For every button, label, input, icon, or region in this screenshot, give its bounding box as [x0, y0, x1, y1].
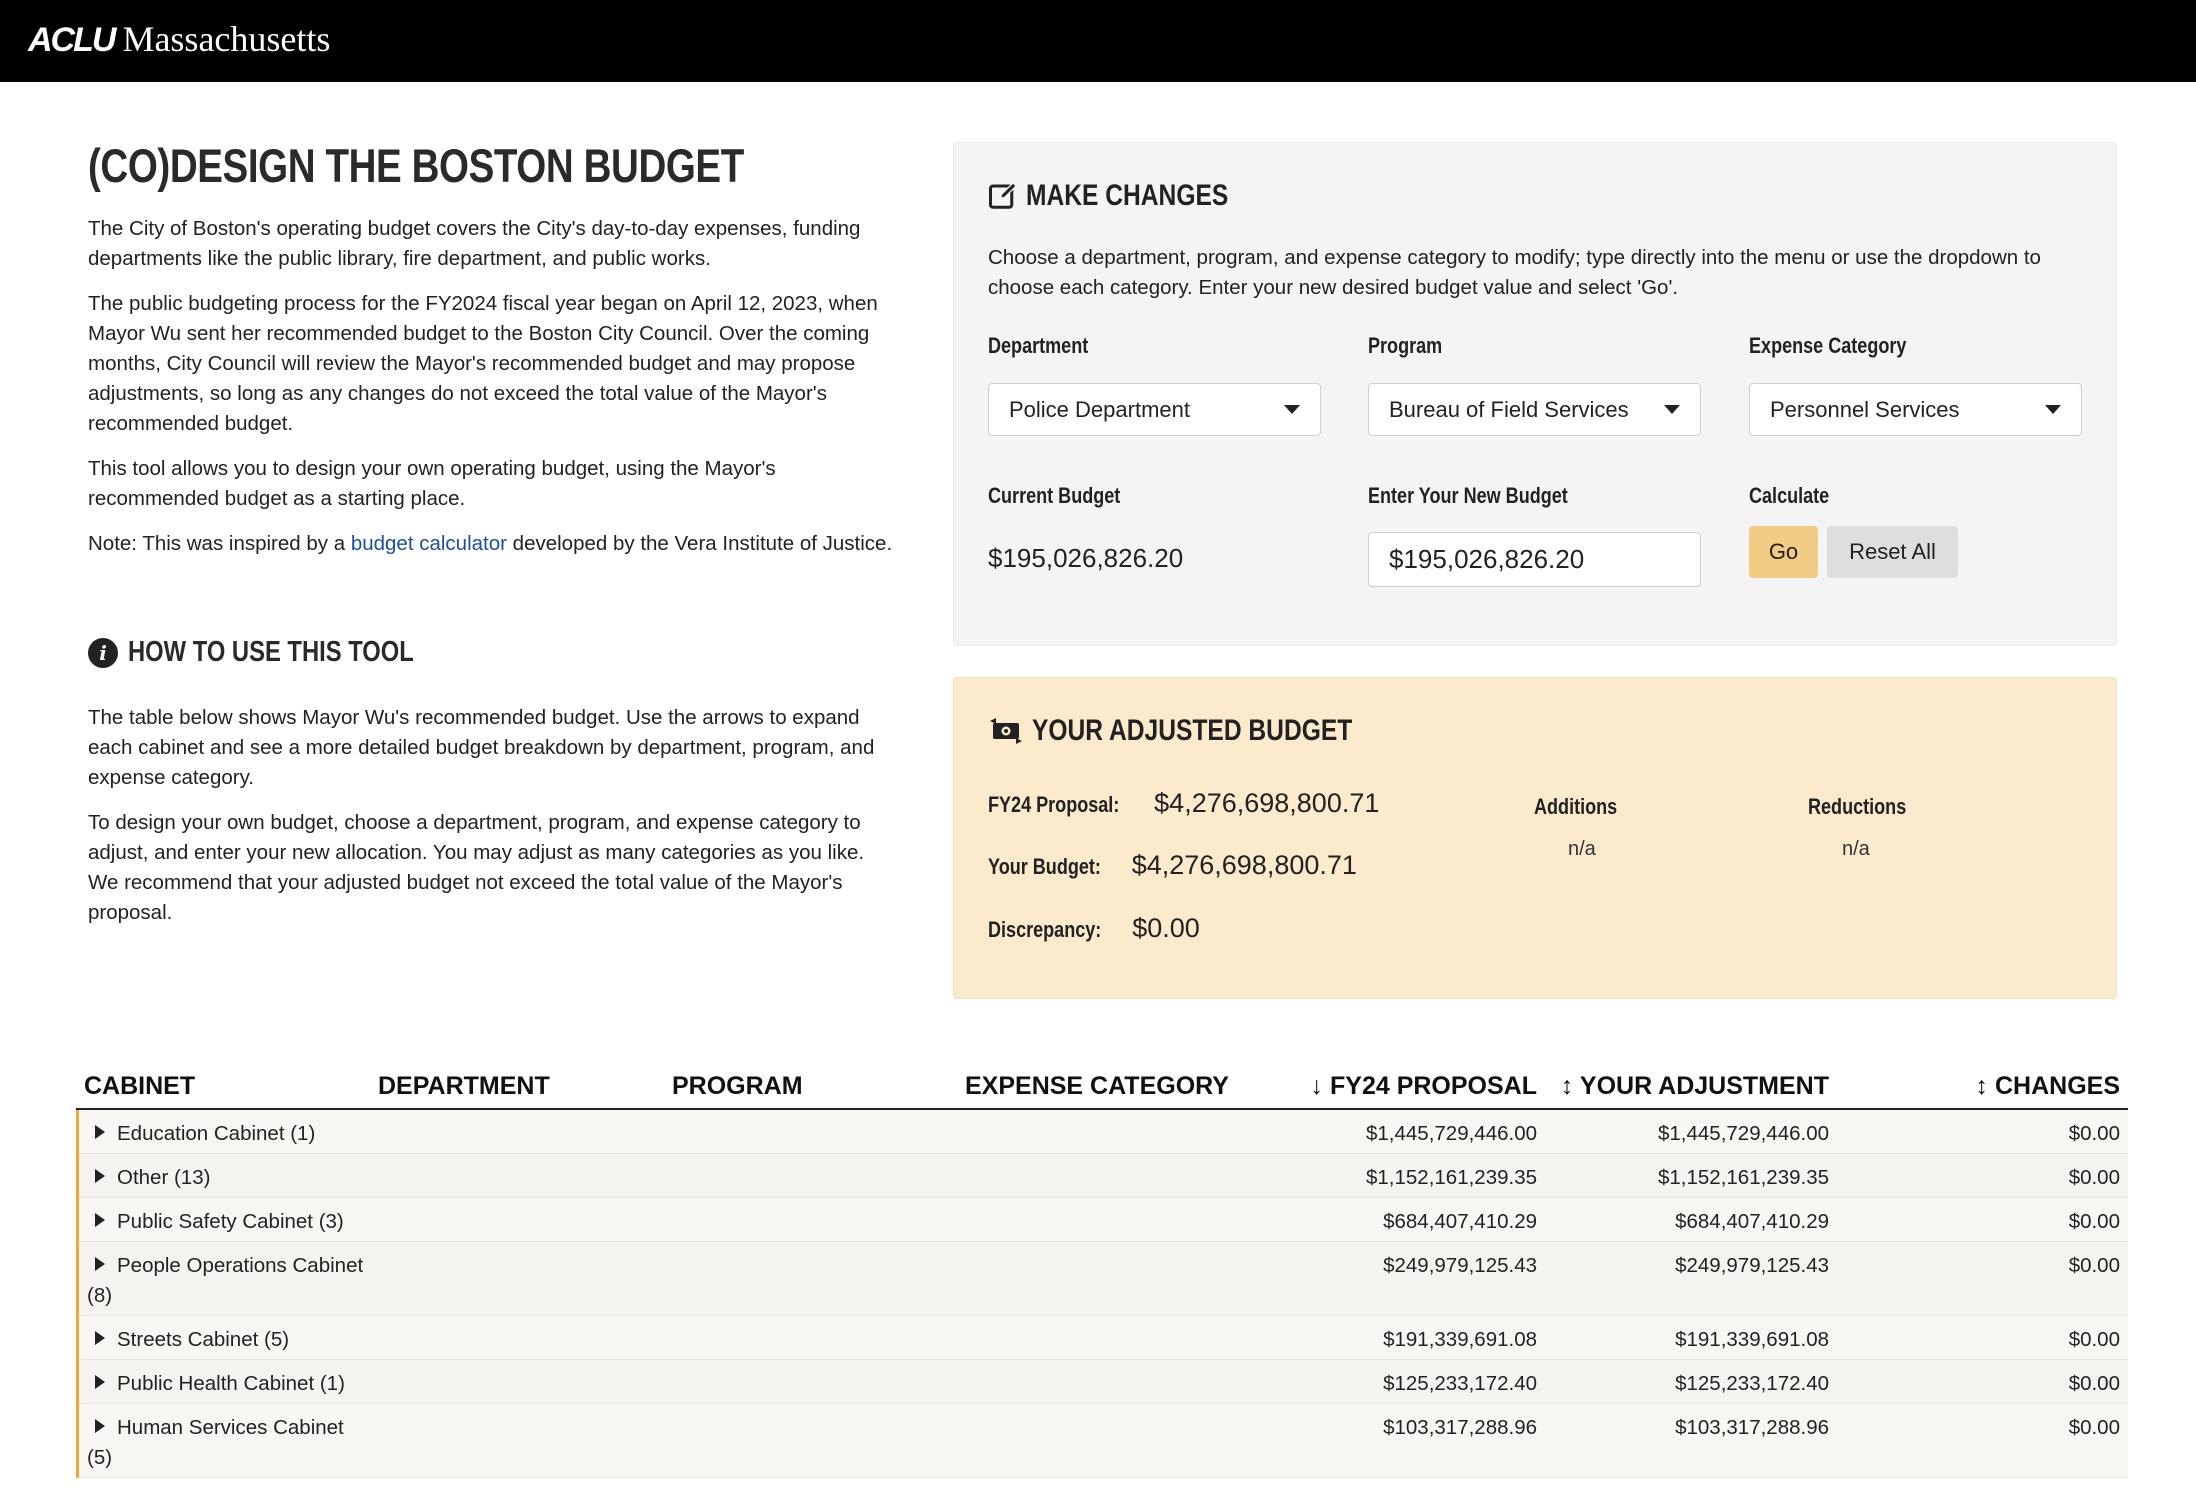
col-cabinet[interactable]: CABINET — [84, 1072, 196, 1100]
adjustment-cell: $191,339,691.08 — [1675, 1328, 1829, 1351]
cabinet-cell[interactable] — [87, 1119, 387, 1149]
expense-category-select[interactable] — [1749, 383, 2082, 436]
fy24-proposal-value: $4,276,698,800.71 — [1154, 788, 1380, 818]
current-budget-label: Current Budget — [988, 483, 1121, 508]
expand-arrow-icon[interactable] — [95, 1125, 105, 1139]
brand-state: Massachusetts — [122, 19, 331, 59]
proposal-cell: $249,979,125.43 — [1383, 1254, 1537, 1277]
expand-arrow-icon[interactable] — [95, 1169, 105, 1183]
expand-arrow-icon[interactable] — [95, 1375, 105, 1389]
adjustment-cell: $1,445,729,446.00 — [1658, 1122, 1829, 1145]
new-budget-input[interactable] — [1368, 532, 1701, 587]
table-row[interactable] — [79, 1198, 2128, 1242]
expense-category-label: Expense Category — [1749, 333, 1907, 358]
go-button[interactable]: Go — [1749, 526, 1818, 578]
info-icon: i — [88, 638, 118, 668]
change-cell: $0.00 — [2068, 1254, 2120, 1277]
discrepancy-row — [988, 913, 1200, 944]
proposal-cell: $1,445,729,446.00 — [1366, 1122, 1537, 1145]
table-row[interactable] — [79, 1316, 2128, 1360]
cabinet-cell[interactable] — [87, 1251, 367, 1311]
change-cell: $0.00 — [2068, 1328, 2120, 1351]
adjustment-cell: $125,233,172.40 — [1675, 1372, 1829, 1395]
proposal-cell: $191,339,691.08 — [1383, 1328, 1537, 1351]
page-title: (CO)DESIGN THE BOSTON BUDGET — [88, 139, 744, 192]
your-budget-label: Your Budget: — [988, 854, 1101, 879]
program-select[interactable] — [1368, 383, 1701, 436]
cabinet-name: People Operations Cabinet (8) — [87, 1254, 364, 1307]
additions-label: Additions — [1534, 794, 1618, 819]
adjustment-cell: $249,979,125.43 — [1675, 1254, 1829, 1277]
adjustment-cell: $684,407,410.29 — [1675, 1210, 1829, 1233]
reset-all-button[interactable]: Reset All — [1827, 526, 1958, 578]
adjusted-budget-title: YOUR ADJUSTED BUDGET — [1032, 714, 1353, 747]
program-label: Program — [1368, 333, 1443, 358]
new-budget-label: Enter Your New Budget — [1368, 483, 1568, 508]
howto-paragraph: The table below shows Mayor Wu's recommended budget. Use the arrows to expand each cabinet and see a more detailed budget breakdown by department, program, and expense category. — [88, 706, 875, 789]
note-prefix: Note: This was inspired by a — [88, 532, 351, 555]
col-your-adjustment[interactable]: ↕ YOUR ADJUSTMENT — [1560, 1072, 1829, 1100]
change-cell: $0.00 — [2068, 1372, 2120, 1395]
cabinet-cell[interactable] — [87, 1325, 387, 1355]
budget-calculator-link[interactable]: budget calculator — [350, 532, 507, 555]
howto-title: HOW TO USE THIS TOOL — [128, 636, 414, 668]
money-exchange-icon — [988, 717, 1024, 745]
change-cell: $0.00 — [2068, 1122, 2120, 1145]
col-fy24-proposal[interactable]: ↓ FY24 PROPOSAL — [1310, 1072, 1537, 1100]
table-row[interactable] — [79, 1154, 2128, 1198]
col-department[interactable]: DEPARTMENT — [378, 1072, 550, 1100]
department-selected-value: Police Department — [1009, 396, 1190, 422]
col-program[interactable]: PROGRAM — [672, 1072, 803, 1100]
chevron-down-icon — [1664, 405, 1680, 414]
expand-arrow-icon[interactable] — [95, 1257, 105, 1271]
department-select[interactable] — [988, 383, 1321, 436]
proposal-cell: $103,317,288.96 — [1383, 1416, 1537, 1439]
proposal-cell: $1,152,161,239.35 — [1366, 1166, 1537, 1189]
howto-paragraph: To design your own budget, choose a department, program, and expense category to adjust, and enter your new allocation. You may adjust as many categories as you like. We recommend that your adjusted budget not exceed the total value of the Mayor's proposal. — [88, 811, 865, 924]
expand-arrow-icon[interactable] — [95, 1331, 105, 1345]
department-label: Department — [988, 333, 1089, 358]
your-budget-row — [988, 850, 1357, 881]
change-cell: $0.00 — [2068, 1166, 2120, 1189]
col-changes[interactable]: ↕ CHANGES — [1975, 1072, 2120, 1100]
reductions-value: n/a — [1842, 838, 1870, 860]
adjusted-budget-panel — [953, 677, 2117, 999]
table-body — [76, 1110, 2128, 1478]
expense-category-selected-value: Personnel Services — [1770, 396, 1960, 422]
make-changes-heading — [988, 179, 1273, 213]
fy24-proposal-row — [988, 788, 1379, 819]
change-cell: $0.00 — [2068, 1416, 2120, 1439]
adjusted-budget-heading — [988, 714, 1423, 748]
chevron-down-icon — [1284, 405, 1300, 414]
table-row[interactable] — [79, 1242, 2128, 1316]
budget-table — [76, 1070, 2128, 1478]
cabinet-name: Other (13) — [117, 1166, 211, 1189]
fy24-proposal-label: FY24 Proposal: — [988, 792, 1120, 817]
top-bar — [0, 0, 2196, 82]
cabinet-name: Public Health Cabinet (1) — [117, 1372, 345, 1395]
expand-arrow-icon[interactable] — [95, 1419, 105, 1433]
intro-note — [88, 529, 898, 559]
cabinet-name: Streets Cabinet (5) — [117, 1328, 290, 1351]
cabinet-name: Human Services Cabinet (5) — [87, 1416, 344, 1469]
your-budget-value: $4,276,698,800.71 — [1131, 850, 1357, 880]
table-header — [76, 1070, 2128, 1110]
brand-logo-link[interactable] — [28, 18, 330, 60]
note-suffix: developed by the Vera Institute of Justice. — [506, 532, 893, 555]
program-selected-value: Bureau of Field Services — [1389, 396, 1629, 422]
howto-heading — [88, 636, 477, 669]
make-changes-panel — [953, 142, 2117, 646]
discrepancy-value: $0.00 — [1132, 913, 1200, 943]
howto-text — [88, 703, 898, 943]
proposal-cell: $125,233,172.40 — [1383, 1372, 1537, 1395]
cabinet-cell[interactable] — [87, 1369, 387, 1399]
current-budget-value: $195,026,826.20 — [988, 543, 1184, 573]
adjustment-cell: $103,317,288.96 — [1675, 1416, 1829, 1439]
cabinet-cell[interactable] — [87, 1413, 367, 1473]
col-expense-category[interactable]: EXPENSE CATEGORY — [965, 1072, 1229, 1100]
discrepancy-label: Discrepancy: — [988, 917, 1102, 942]
chevron-down-icon — [2045, 405, 2061, 414]
cabinet-cell[interactable] — [87, 1163, 387, 1193]
edit-icon — [988, 181, 1018, 211]
table-row[interactable] — [79, 1404, 2128, 1478]
cabinet-name: Education Cabinet (1) — [117, 1122, 316, 1145]
intro-paragraph: The City of Boston's operating budget covers the City's day-to-day expenses, funding departments like the public library, fire department, and public works. — [88, 217, 861, 270]
intro-text — [88, 214, 898, 574]
reductions-label: Reductions — [1808, 794, 1907, 819]
table-row[interactable] — [79, 1110, 2128, 1154]
change-cell: $0.00 — [2068, 1210, 2120, 1233]
cabinet-name: Public Safety Cabinet (3) — [117, 1210, 344, 1233]
table-row[interactable] — [79, 1360, 2128, 1404]
calculate-label: Calculate — [1749, 483, 1830, 508]
brand-mark: ACLU — [28, 21, 115, 59]
proposal-cell: $684,407,410.29 — [1383, 1210, 1537, 1233]
make-changes-title: MAKE CHANGES — [1026, 179, 1229, 212]
intro-paragraph: This tool allows you to design your own operating budget, using the Mayor's recommended budget as a starting place. — [88, 457, 776, 510]
expand-arrow-icon[interactable] — [95, 1213, 105, 1227]
make-changes-description: Choose a department, program, and expense category to modify; type directly into the menu or use the dropdown to choose each category. Enter your new desired budget value and select 'Go'. — [988, 246, 2041, 299]
cabinet-cell[interactable] — [87, 1207, 387, 1237]
intro-paragraph: The public budgeting process for the FY2024 fiscal year began on April 12, 2023, when Mayor Wu sent her recommended budget to the Boston City Council. Over the coming months, City Council will review the Mayor's recommended budget and may propose adjustments, so long as any changes do not exceed the total value of the Mayor's recommended budget. — [88, 292, 878, 435]
adjustment-cell: $1,152,161,239.35 — [1658, 1166, 1829, 1189]
additions-value: n/a — [1568, 838, 1596, 860]
